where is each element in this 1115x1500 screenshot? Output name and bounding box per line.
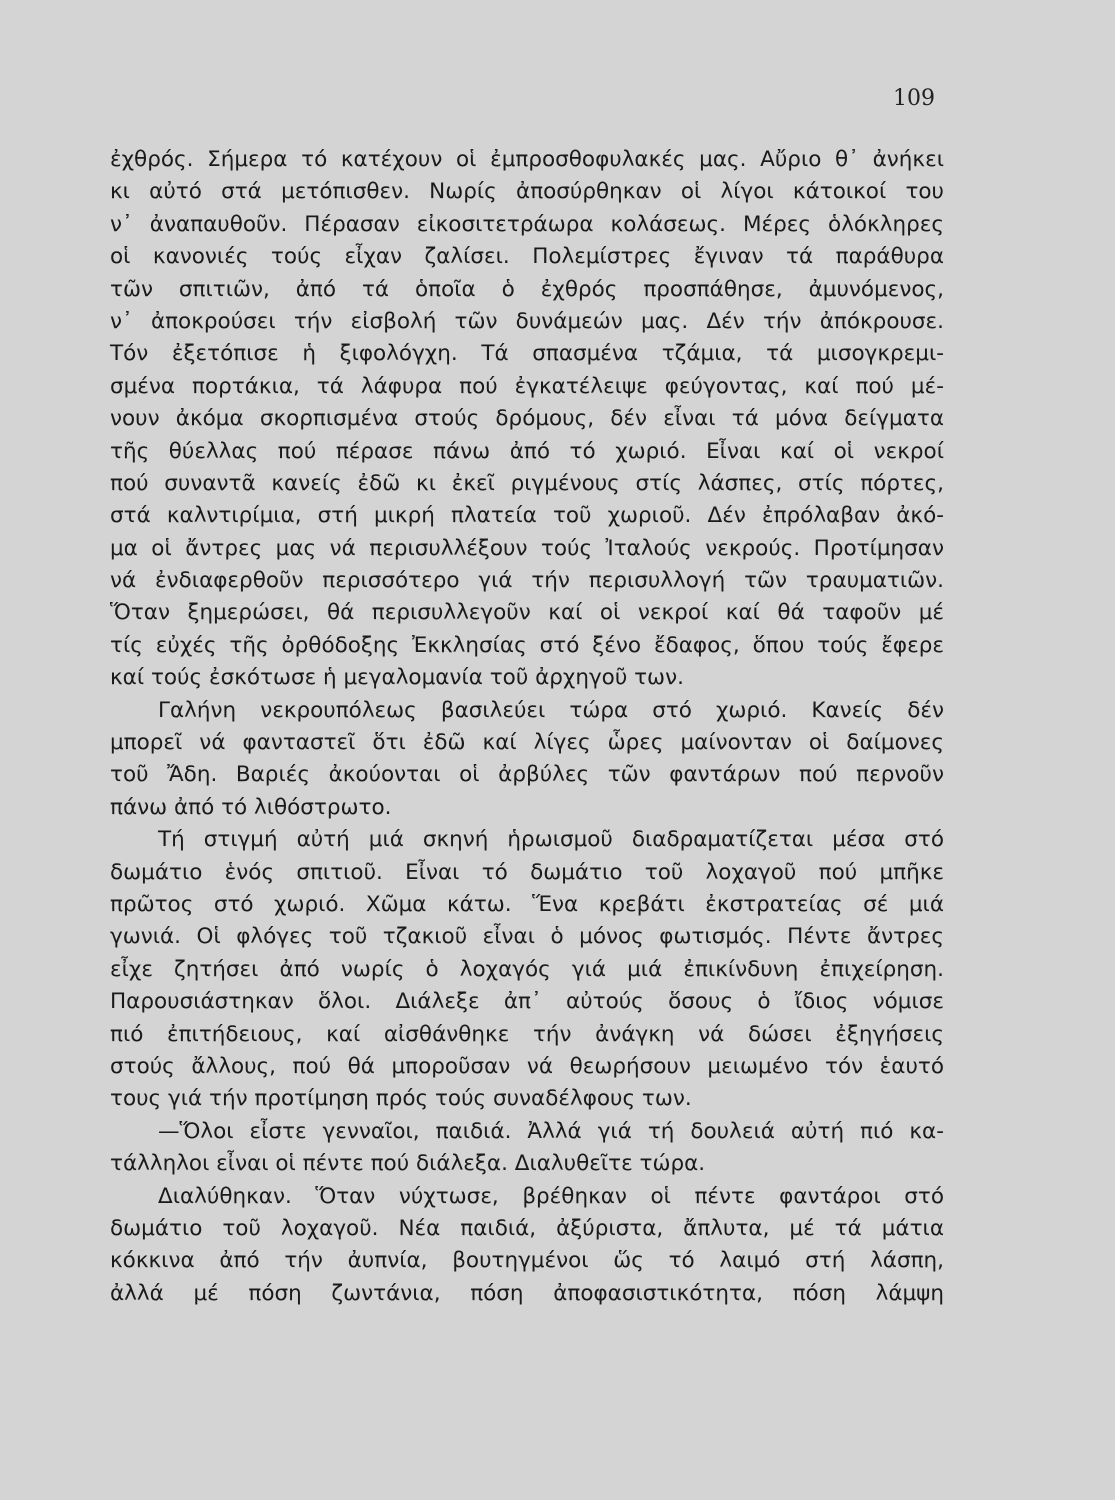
text-line: νουν ἀκόμα σκορπισμένα στούς δρόμους, δέν εἶναι τά μόνα δείγματα xyxy=(110,406,944,432)
text-line: οἱ κανονιές τούς εἶχαν ζαλίσει. Πολεμίστρες ἔγιναν τά παράθυρα xyxy=(110,244,944,270)
text-line: ν᾽ ἀποκρούσει τήν εἰσβολή τῶν δυνάμεών μας. Δέν τήν ἀπόκρουσε. xyxy=(110,308,944,334)
text-line: νά ἐνδιαφερθοῦν περισσότερο γιά τήν περισυλλογή τῶν τραυματιῶν. xyxy=(110,568,944,594)
text-line: ν᾽ ἀναπαυθοῦν. Πέρασαν εἰκοσιτετράωρα κολάσεως. Μέρες ὁλόκληρες xyxy=(110,211,944,237)
text-line: κόκκινα ἀπό τήν ἀυπνία, βουτηγμένοι ὥς τό λαιμό στή λάσπη, xyxy=(110,1248,944,1274)
text-line: πρῶτος στό χωριό. Χῶμα κάτω. Ἕνα κρεβάτι ἐκστρατείας σέ μιά xyxy=(110,891,944,917)
text-line: Διαλύθηκαν. Ὅταν νύχτωσε, βρέθηκαν οἱ πέντε φαντάροι στό xyxy=(158,1183,944,1209)
text-line: στά καλντιρίμια, στή μικρή πλατεία τοῦ χωριοῦ. Δέν ἐπρόλαβαν ἀκό- xyxy=(110,503,944,529)
text-line: γωνιά. Οἱ φλόγες τοῦ τζακιοῦ εἶναι ὁ μόνος φωτισμός. Πέντε ἄντρες xyxy=(110,924,944,950)
text-line: τῆς θύελλας πού πέρασε πάνω ἀπό τό χωριό. Εἶναι καί οἱ νεκροί xyxy=(110,438,944,464)
text-line: πιό ἐπιτήδειους, καί αἰσθάνθηκε τήν ἀνάγκη νά δώσει ἐξηγήσεις xyxy=(110,1021,944,1047)
text-line: σμένα πορτάκια, τά λάφυρα πού ἐγκατέλειψε φεύγοντας, καί πού μέ- xyxy=(110,373,944,399)
text-line: καί τούς ἐσκότωσε ἡ μεγαλομανία τοῦ ἀρχηγοῦ των. xyxy=(110,665,684,691)
text-line: τῶν σπιτιῶν, ἀπό τά ὁποῖα ὁ ἐχθρός προσπάθησε, ἀμυνόμενος, xyxy=(110,276,944,302)
text-line: Ὅταν ξημερώσει, θά περισυλλεγοῦν καί οἱ νεκροί καί θά ταφοῦν μέ xyxy=(110,600,944,626)
text-line: πού συναντᾶ κανείς ἐδῶ κι ἐκεῖ ριγμένους στίς λάσπες, στίς πόρτες, xyxy=(110,470,944,496)
text-line: Γαλήνη νεκρουπόλεως βασιλεύει τώρα στό χωριό. Κανείς δέν xyxy=(158,697,944,723)
text-line: δωμάτιο τοῦ λοχαγοῦ. Νέα παιδιά, ἀξύριστα, ἄπλυτα, μέ τά μάτια xyxy=(110,1215,944,1241)
text-line: Παρουσιάστηκαν ὅλοι. Διάλεξε ἀπ᾽ αὐτούς ὅσους ὁ ἴδιος νόμισε xyxy=(110,989,944,1015)
text-line: στούς ἄλλους, πού θά μποροῦσαν νά θεωρήσουν μειωμένο τόν ἑαυτό xyxy=(110,1053,944,1079)
body-text xyxy=(110,144,944,1310)
text-line: εἶχε ζητήσει ἀπό νωρίς ὁ λοχαγός γιά μιά ἐπικίνδυνη ἐπιχείρηση. xyxy=(110,956,944,982)
text-line: μα οἱ ἄντρες μας νά περισυλλέξουν τούς Ἰταλούς νεκρούς. Προτίμησαν xyxy=(110,535,944,561)
text-line: τίς εὐχές τῆς ὀρθόδοξης Ἐκκλησίας στό ξένο ἔδαφος, ὅπου τούς ἔφερε xyxy=(110,632,944,658)
text-line: πάνω ἀπό τό λιθόστρωτο. xyxy=(110,794,392,820)
text-line: τους γιά τήν προτίμηση πρός τούς συναδέλφους των. xyxy=(110,1086,692,1112)
text-line: ἀλλά μέ πόση ζωντάνια, πόση ἀποφασιστικότητα, πόση λάμψη xyxy=(110,1280,944,1306)
text-line: —Ὅλοι εἶστε γενναῖοι, παιδιά. Ἀλλά γιά τή δουλειά αὐτή πιό κα- xyxy=(158,1118,944,1144)
text-line: τοῦ Ἄδη. Βαριές ἀκούονται οἱ ἀρβύλες τῶν φαντάρων πού περνοῦν xyxy=(110,762,944,788)
page-number: 109 xyxy=(893,86,935,111)
text-line: ἐχθρός. Σήμερα τό κατέχουν οἱ ἐμπροσθοφυλακές μας. Αὔριο θ᾽ ἀνήκει xyxy=(110,147,944,172)
text-line: Τή στιγμή αὐτή μιά σκηνή ἡρωισμοῦ διαδραματίζεται μέσα στό xyxy=(158,827,944,853)
text-line: Τόν ἐξετόπισε ἡ ξιφολόγχη. Τά σπασμένα τζάμια, τά μισογκρεμι- xyxy=(110,341,944,367)
text-line: κι αὐτό στά μετόπισθεν. Νωρίς ἀποσύρθηκαν οἱ λίγοι κάτοικοί του xyxy=(110,179,944,205)
text-line: τάλληλοι εἶναι οἱ πέντε πού διάλεξα. Διαλυθεῖτε τώρα. xyxy=(110,1151,706,1177)
text-line: μπορεῖ νά φανταστεῖ ὅτι ἐδῶ καί λίγες ὧρες μαίνονταν οἱ δαίμονες xyxy=(110,730,944,756)
text-line: δωμάτιο ἑνός σπιτιοῦ. Εἶναι τό δωμάτιο τοῦ λοχαγοῦ πού μπῆκε xyxy=(110,859,944,885)
